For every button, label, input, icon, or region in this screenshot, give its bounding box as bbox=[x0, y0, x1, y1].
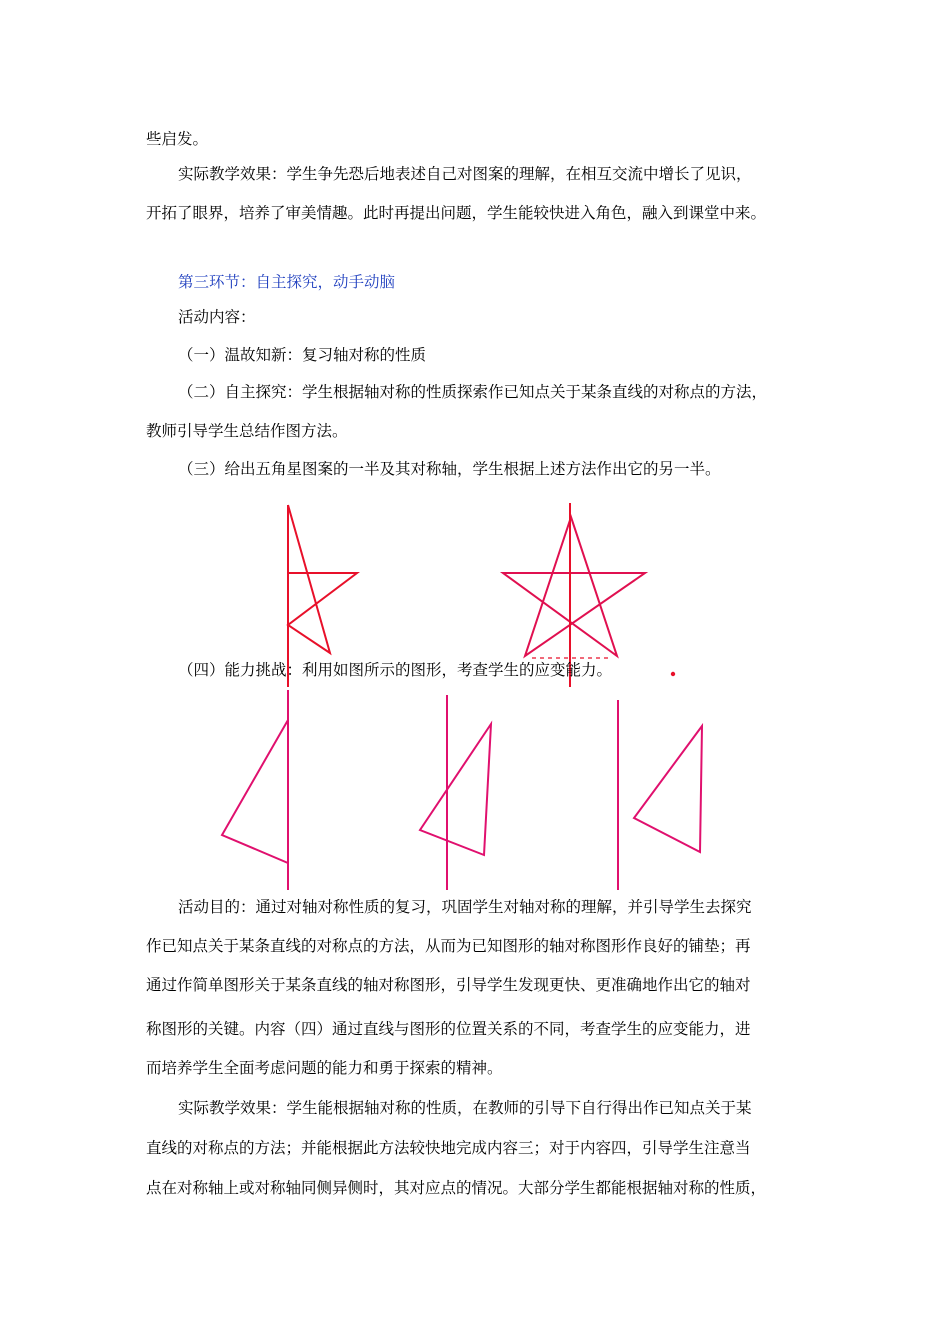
paragraph-line: 开拓了眼界，培养了审美情趣。此时再提出问题，学生能较快进入角色，融入到课堂中来。 bbox=[146, 204, 767, 222]
paragraph-line: 活动内容： bbox=[178, 308, 256, 326]
list-item: （三）给出五角星图案的一半及其对称轴，学生根据上述方法作出它的另一半。 bbox=[178, 460, 721, 478]
triangles-figure bbox=[210, 690, 730, 895]
paragraph-line: 直线的对称点的方法；并能根据此方法较快地完成内容三；对于内容四，引导学生注意当 bbox=[146, 1139, 751, 1157]
paragraph-line: 而培养学生全面考虑问题的能力和勇于探索的精神。 bbox=[146, 1059, 503, 1077]
list-item: （一）温故知新：复习轴对称的性质 bbox=[178, 346, 427, 364]
triangle-3 bbox=[634, 726, 702, 852]
paragraph-line: 点在对称轴上或对称轴同侧异侧时，其对应点的情况。大部分学生都能根据轴对称的性质， bbox=[146, 1179, 767, 1197]
list-item: （二）自主探究：学生根据轴对称的性质探索作已知点关于某条直线的对称点的方法， bbox=[178, 383, 768, 401]
paragraph-line: 通过作简单图形关于某条直线的轴对称图形，引导学生发现更快、更准确地作出它的轴对 bbox=[146, 976, 751, 994]
section-heading: 第三环节：自主探究，动手动脑 bbox=[178, 273, 396, 291]
triangle-2 bbox=[420, 724, 491, 855]
paragraph-line: 称图形的关键。内容（四）通过直线与图形的位置关系的不同，考查学生的应变能力，进 bbox=[146, 1020, 751, 1038]
triangle-1 bbox=[222, 720, 288, 863]
paragraph-line: 活动目的：通过对轴对称性质的复习，巩固学生对轴对称的理解，并引导学生去探究 bbox=[178, 898, 752, 916]
paragraph-line: 教师引导学生总结作图方法。 bbox=[146, 422, 348, 440]
full-star-outline bbox=[503, 517, 645, 656]
paragraph-line: 实际教学效果：学生能根据轴对称的性质，在教师的引导下自行得出作已知点关于某 bbox=[178, 1099, 752, 1117]
paragraph-line: 实际教学效果：学生争先恐后地表述自己对图案的理解，在相互交流中增长了见识， bbox=[178, 165, 752, 183]
list-item: （四）能力挑战：利用如图所示的图形，考查学生的应变能力。 bbox=[178, 661, 613, 679]
paragraph-line: 作已知点关于某条直线的对称点的方法，从而为已知图形的轴对称图形作良好的铺垫；再 bbox=[146, 937, 751, 955]
half-star-outline bbox=[288, 505, 357, 653]
paragraph-line: 些启发。 bbox=[146, 130, 209, 148]
